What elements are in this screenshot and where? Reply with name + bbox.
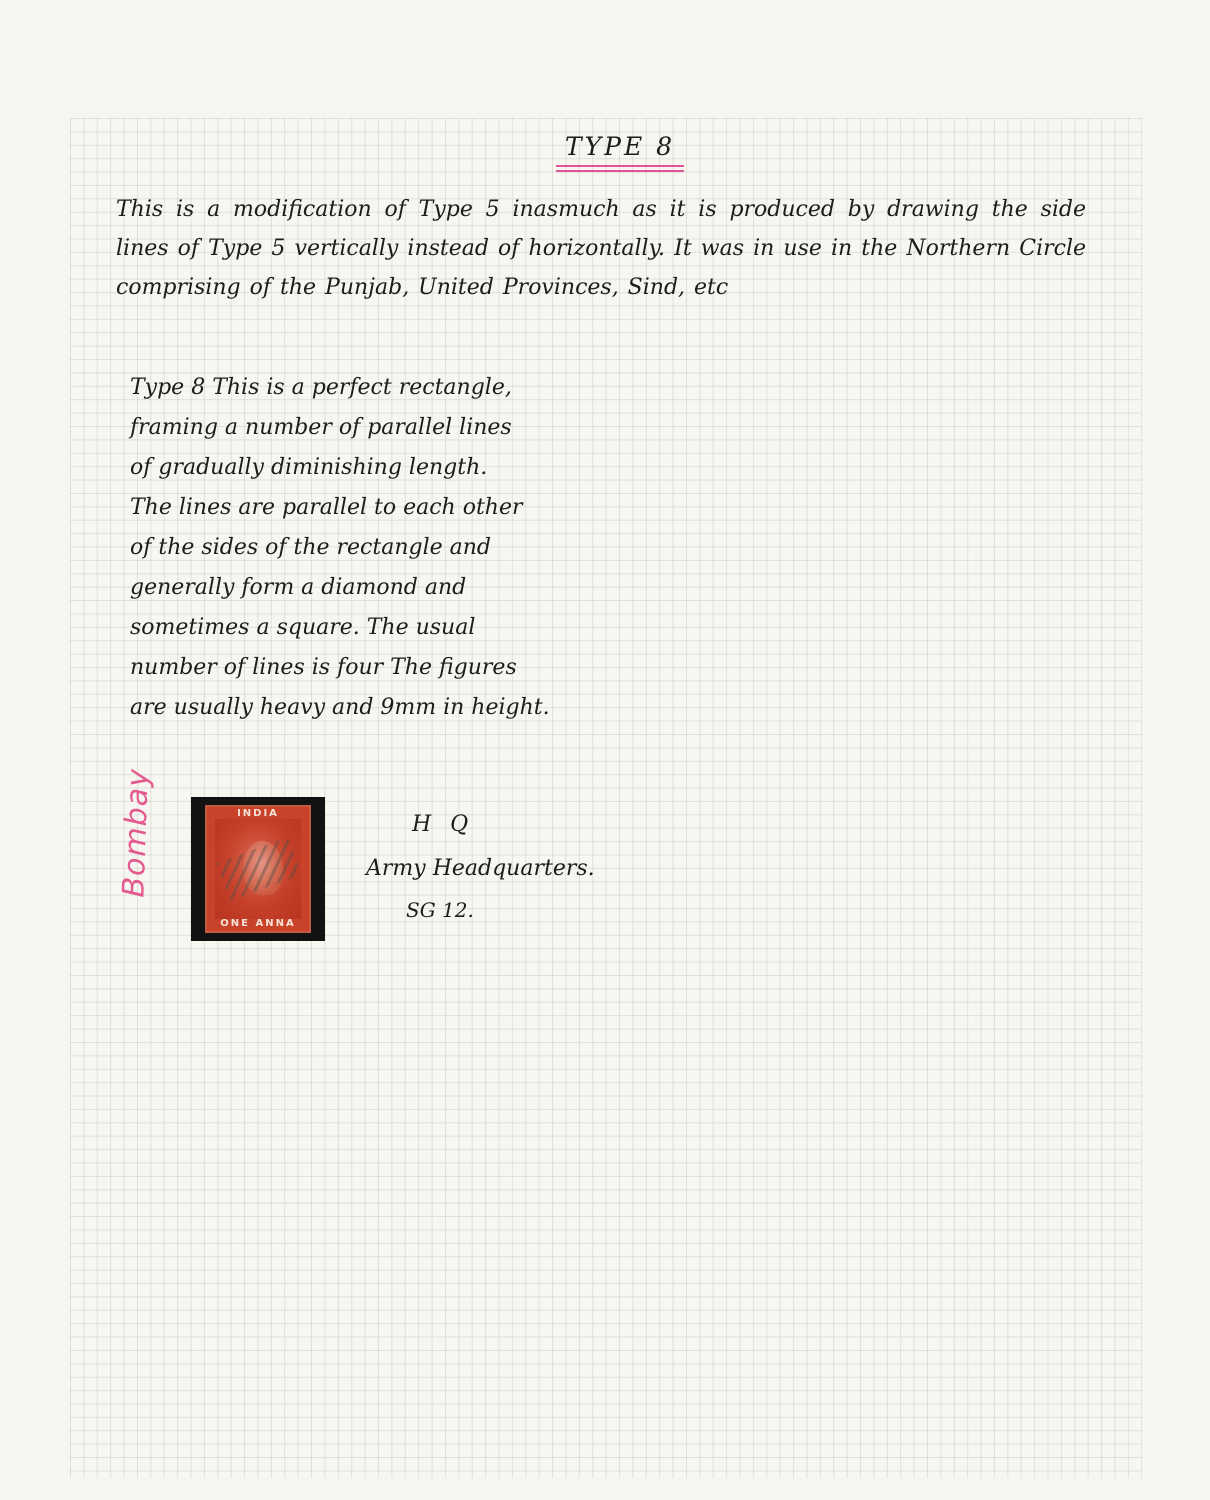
description-line: sometimes a square. The usual: [130, 615, 476, 640]
description-line: of gradually diminishing length.: [130, 455, 488, 480]
description-line: generally form a diamond and: [130, 575, 467, 600]
title-underline-second: [556, 170, 684, 172]
stamp-bottom-text: ONE ANNA: [220, 918, 296, 929]
postage-stamp: [205, 805, 311, 933]
intro-paragraph: This is a modification of Type 5 inasmuch as it is produced by drawing the side lines of Type 5 vertically instead of horizontally. It was in use in the Northern Circle comprising of the Punjab, United Provinces, Sind, etc: [116, 197, 1086, 300]
description-line: are usually heavy and 9mm in height.: [130, 695, 550, 720]
caption-abbreviation: H Q: [412, 812, 475, 837]
page-title: TYPE 8: [564, 132, 676, 161]
description-line: number of lines is four The figures: [130, 655, 517, 680]
title-underline: [556, 165, 684, 167]
margin-note: Bombay: [116, 767, 156, 899]
description-line: Type 8 This is a perfect rectangle,: [130, 375, 512, 400]
caption-catalogue: SG 12.: [406, 898, 474, 922]
description-line: framing a number of parallel lines: [130, 415, 512, 440]
stamp-top-text: INDIA: [237, 808, 279, 819]
stamp-portrait-field: [215, 819, 301, 919]
description-line: of the sides of the rectangle and: [130, 535, 492, 560]
type-description: [130, 368, 630, 728]
caption-name: Army Headquarters.: [366, 856, 595, 881]
page-title-block: [540, 132, 700, 172]
stamp-mount: [191, 797, 325, 941]
description-line: The lines are parallel to each other: [130, 495, 523, 520]
